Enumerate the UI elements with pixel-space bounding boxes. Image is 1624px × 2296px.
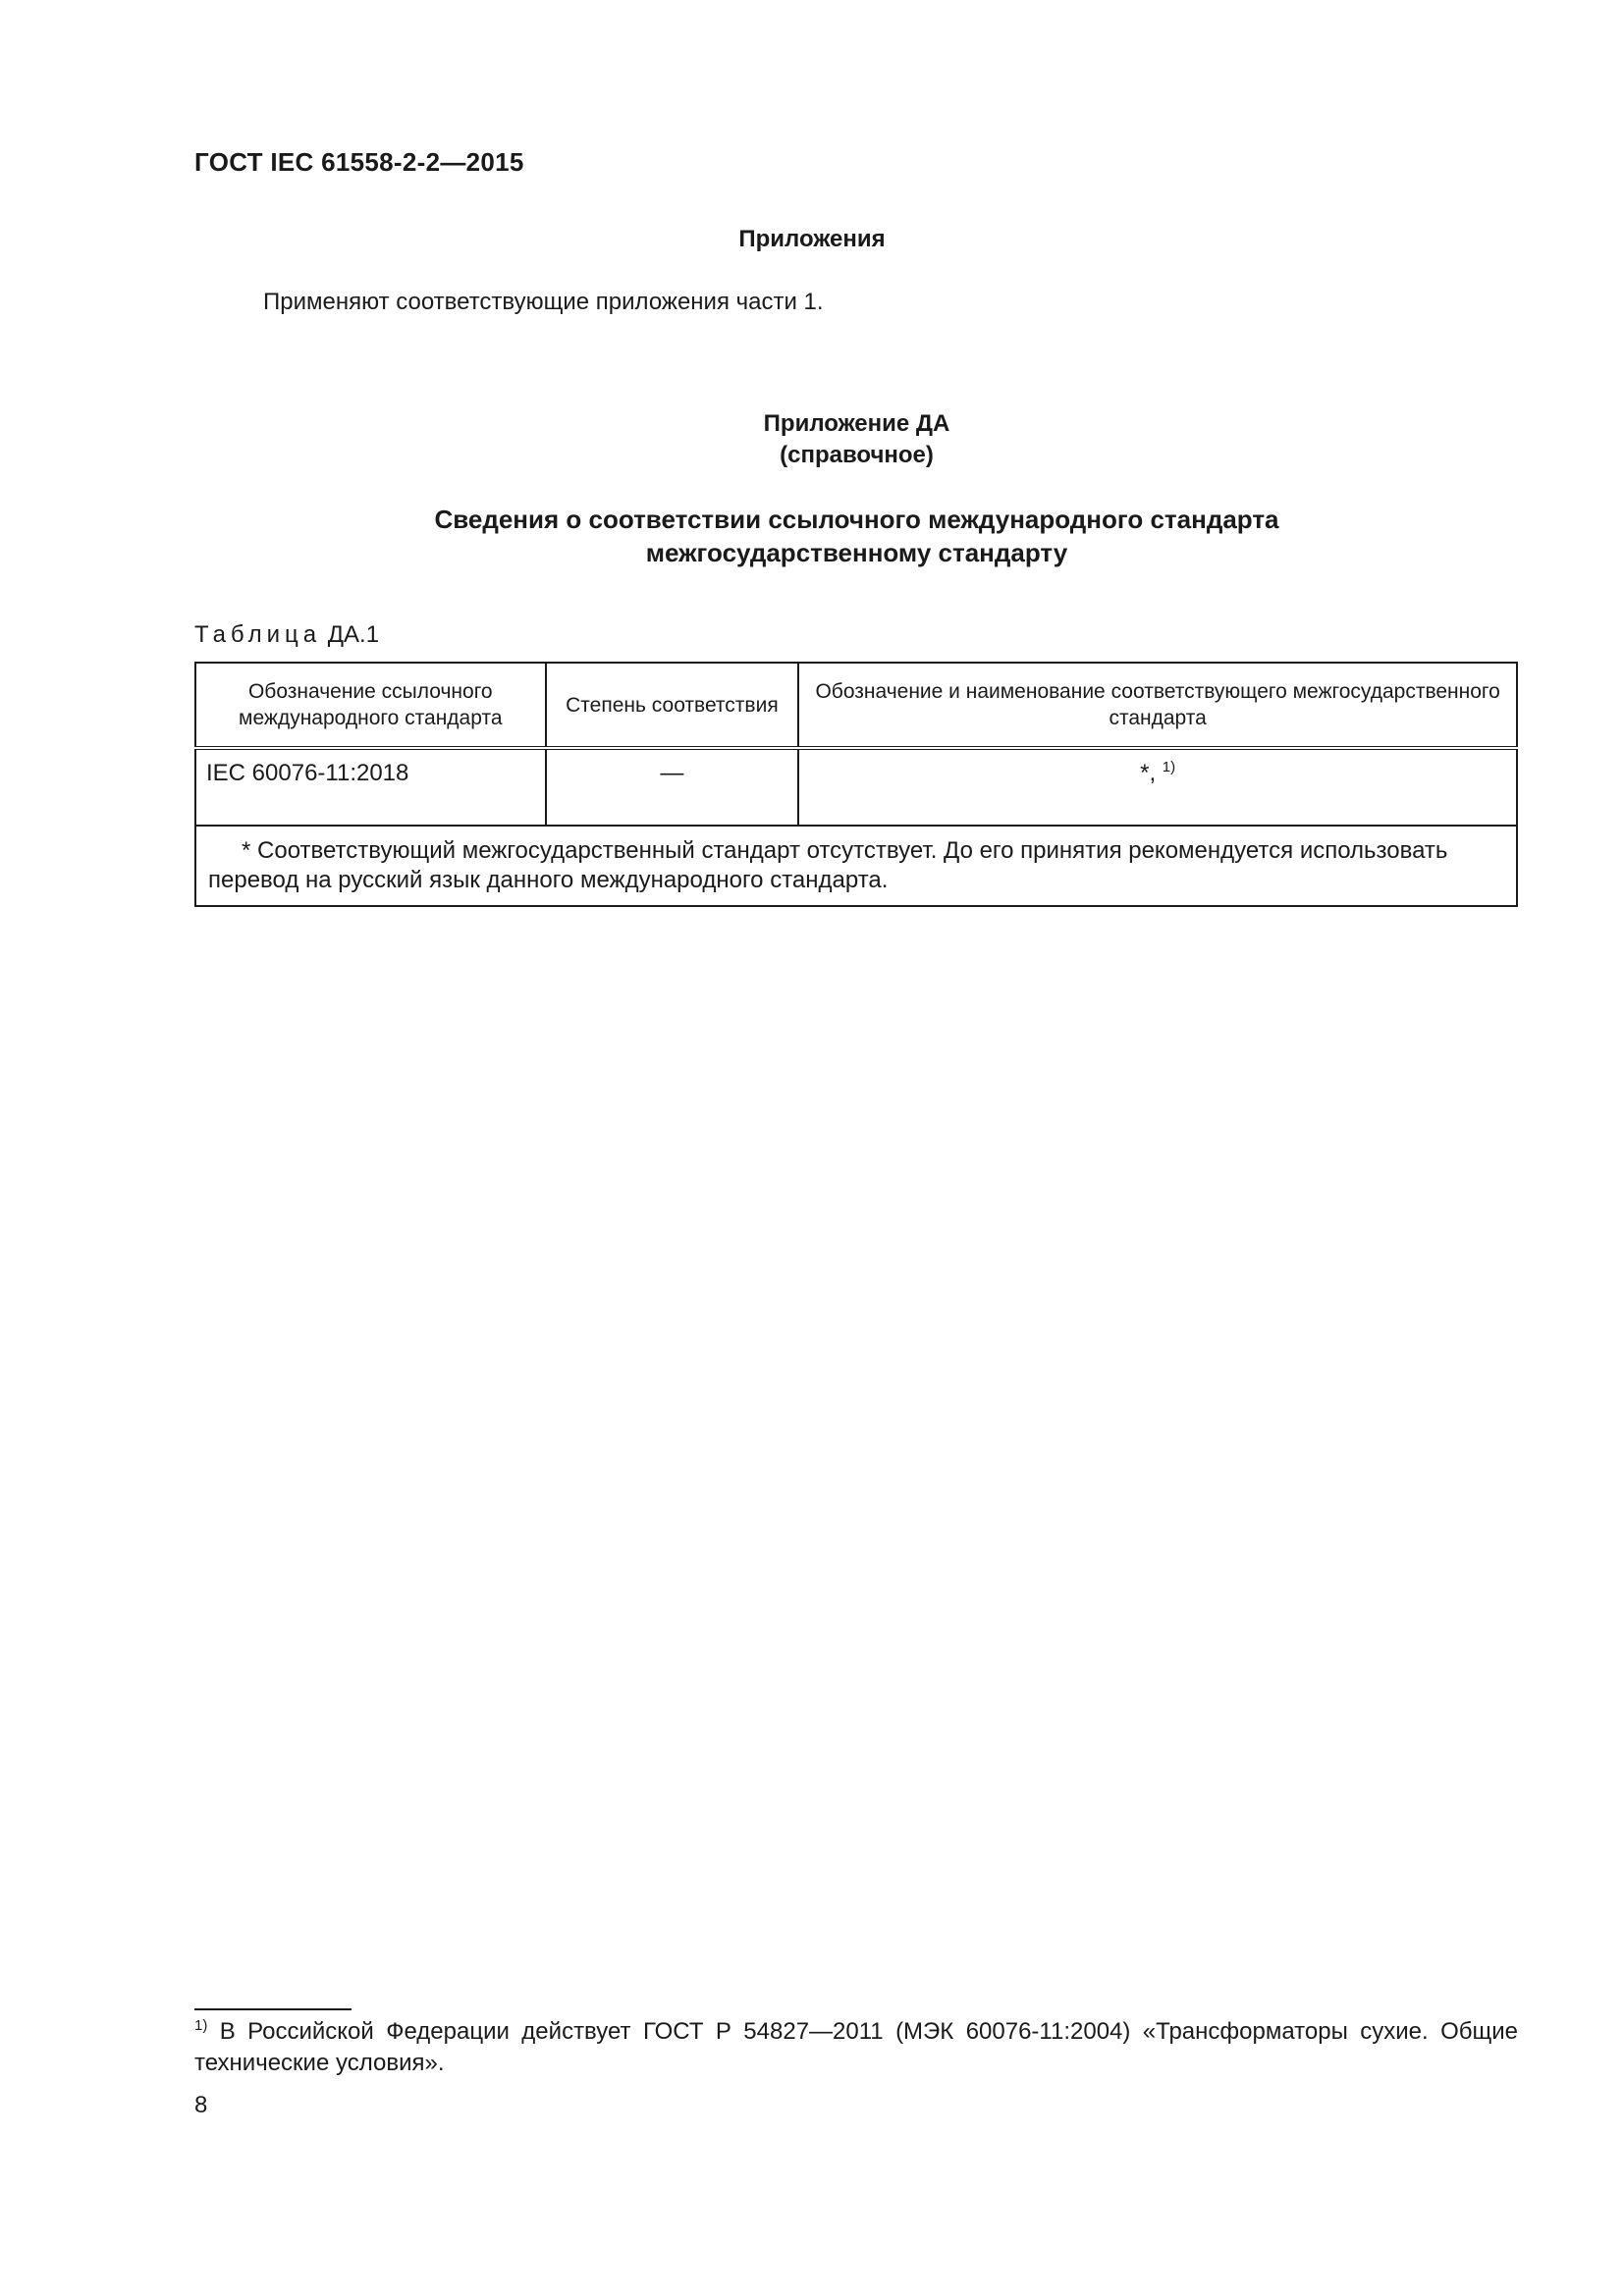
column-header-reference-standard: Обозначение ссылочного международного стандарта <box>195 663 546 748</box>
table-header-row <box>195 663 1517 748</box>
appendices-title: Приложения <box>738 226 886 252</box>
document-code: ГОСТ IEC 61558-2-2—2015 <box>194 147 524 177</box>
footnote-divider <box>194 2008 352 2010</box>
column-header-degree: Степень соответствия <box>546 663 799 748</box>
table-caption-word: Таблица <box>194 621 322 648</box>
table-note <box>195 826 1517 906</box>
footnote <box>194 2016 1518 2079</box>
cell-interstate-standard <box>798 748 1517 826</box>
footnote-text: В Российской Федерации действует ГОСТ Р 54827—2011 (МЭК 60076-11:2004) «Трансформаторы сухие. Общие технические условия». <box>194 2018 1518 2076</box>
reference-table <box>194 662 1518 907</box>
footnote-ref: 1) <box>1162 759 1176 775</box>
table-note-row <box>195 826 1517 906</box>
annex-title: Приложение ДА <box>763 410 950 437</box>
table-caption <box>194 621 379 649</box>
annex-heading-line1: Сведения о соответствии ссылочного международного стандарта <box>434 505 1279 534</box>
cell-degree: — <box>546 748 799 826</box>
table-caption-number: ДА.1 <box>327 621 380 648</box>
table-note-text: * Соответствующий межгосударственный стандарт отсутствует. До его принятия рекомендуется использовать перевод на русский язык данного международного стандарта. <box>208 837 1448 893</box>
cell-reference-standard: IEC 60076-11:2018 <box>195 748 546 826</box>
page-number: 8 <box>194 2092 208 2118</box>
interstate-marker: *, <box>1140 760 1157 786</box>
appendices-text: Применяют соответствующие приложения части 1. <box>263 289 824 315</box>
annex-subtitle: (справочное) <box>780 442 934 468</box>
table-row <box>195 748 1517 826</box>
footnote-marker: 1) <box>194 2017 208 2034</box>
column-header-interstate-standard: Обозначение и наименование соответствующего межгосударственного стандарта <box>798 663 1517 748</box>
annex-heading-line2: межгосударственному стандарту <box>645 538 1068 567</box>
